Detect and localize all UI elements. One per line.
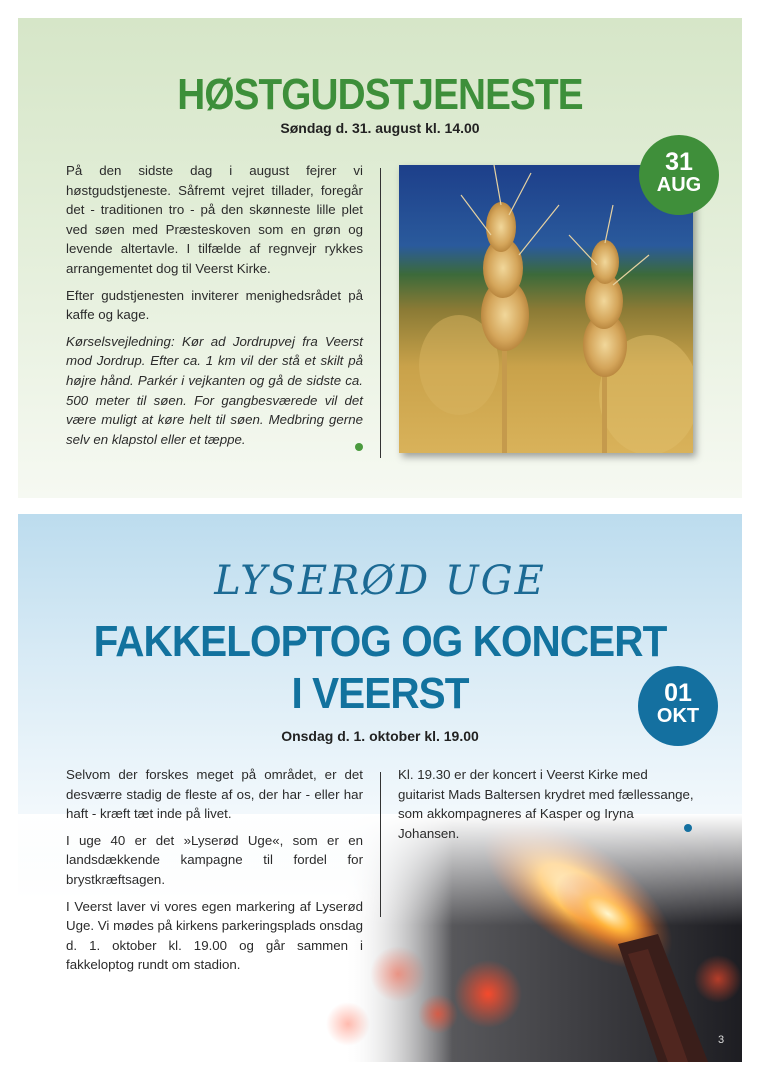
torch-concert-date: Onsdag d. 1. oktober kl. 19.00 bbox=[281, 728, 479, 744]
title-line-2: I VEERST bbox=[291, 669, 469, 718]
harvest-body bbox=[66, 161, 363, 456]
wheat-photo bbox=[399, 165, 693, 453]
driving-directions: Kørselsvejledning: Kør ad Jordrupvej fra Veerst mod Jordrup. Efter ca. 1 km vil der stå et skilt på højre hånd. Parkér i vejkanten og gå de sidste ca. 500 meter til søen. For gangbesværede vil det være muligt at køre helt til søen. Medbring gerne selv en klapstol eller et tæppe. bbox=[66, 333, 363, 447]
date-badge bbox=[638, 666, 718, 746]
date-badge bbox=[639, 135, 719, 215]
column-divider bbox=[380, 772, 381, 917]
torch-concert-section bbox=[18, 514, 742, 1062]
harvest-paragraph: På den sidste dag i august fejrer vi høstgudstjeneste. Såfremt vejret tillader, foregår det - traditionen tro - på den skønneste lille plet ved søen med Præsteskoven som en grøn og levende altertavle. I tilfælde af regnvejr rykkes arrangementet dog til Veerst Kirke. bbox=[66, 163, 363, 276]
torch-paragraph: I uge 40 er det »Lyserød Uge«, som er en landsdækkende kampagne til fordel for brystkræftsagen. bbox=[66, 832, 363, 887]
concert-paragraph: Kl. 19.30 er der koncert i Veerst Kirke med guitarist Mads Baltersen krydret med fællessange, som akkompagneres af Kasper og Iryna Johansen. bbox=[398, 767, 694, 841]
badge-month: OKT bbox=[656, 705, 700, 727]
harvest-paragraph: Efter gudstjenesten inviterer menighedsrådet på kaffe og kage. bbox=[66, 287, 363, 323]
torch-concert-title bbox=[47, 616, 713, 720]
title-line-1: FAKKELOPTOG OG KONCERT bbox=[93, 617, 667, 666]
badge-day: 01 bbox=[664, 679, 692, 707]
end-dot-icon bbox=[684, 824, 692, 832]
torch-paragraph: I Veerst laver vi vores egen markering af Lyserød Uge. Vi mødes på kirkens parkeringsplads onsdag d. 1. oktober kl. 19.00 og går sammen i fakkeloptog rundt om stadion. bbox=[66, 898, 363, 973]
harvest-service-section bbox=[18, 18, 742, 498]
harvest-title: HØSTGUDSTJENESTE bbox=[177, 70, 583, 119]
torch-paragraph: Selvom der forskes meget på området, er det desværre stadig de fleste af os, der har - eller har haft - kræft tæt inde på livet. bbox=[66, 767, 363, 822]
badge-month: AUG bbox=[656, 174, 702, 196]
torch-body-left bbox=[66, 765, 363, 982]
column-divider bbox=[380, 168, 381, 458]
page-number: 3 bbox=[718, 1034, 725, 1046]
badge-day: 31 bbox=[665, 148, 693, 176]
end-dot-icon bbox=[355, 443, 363, 451]
pink-week-script-title: LYSERØD UGE bbox=[214, 558, 546, 604]
harvest-date: Søndag d. 31. august kl. 14.00 bbox=[280, 120, 480, 136]
torch-body-right bbox=[398, 765, 694, 843]
